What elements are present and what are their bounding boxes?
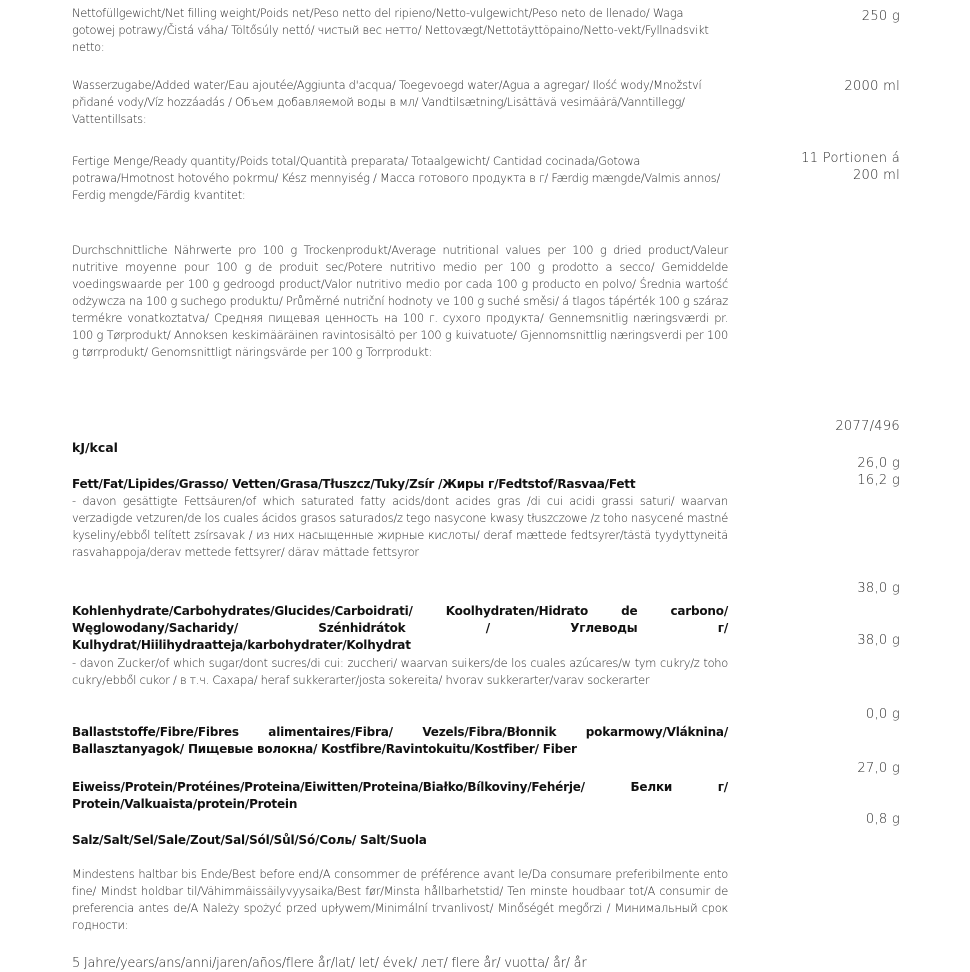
shelf-life-text: 5 Jahre/years/ans/anni/jaren/años/flere år/lat/ let/ évek/ лет/ flere år/ vuotta/ år/ år — [72, 956, 587, 971]
net-weight-label: Nettofüllgewicht/Net filling weight/Poids net/Peso netto del ripieno/Netto-vulgewicht/Peso neto de llenado/ Waga gotowej potrawy/Čistá váha/ Töltősúly nettó/ чистый вес нетто/ Nettovægt/Nettotäyttöpaino/Netto-vekt/Fyllnadsvikt netto: — [72, 6, 709, 54]
carbs-value: 38,0 g — [857, 581, 900, 596]
added-water-label: Wasserzugabe/Added water/Eau ajoutée/Aggiunta d'acqua/ Toegevoegd water/Agua a agregar/ Ilość wody/Množství přidané vody/Víz hozzáadás / Объем добавляемой воды в мл/ Vandtilsætning/Lisättävä vesimäärä/Vanntillegg/ Vattentillsats: — [72, 78, 702, 126]
added-water-value: 2000 ml — [844, 79, 900, 94]
net-weight-value: 250 g — [861, 9, 900, 24]
energy-value: 2077/496 — [835, 419, 900, 434]
ready-quantity-value-1: 11 Portionen á — [801, 151, 900, 166]
carbs-label: Kohlenhydrate/Carbohydrates/Glucides/Carboidrati/ Koolhydraten/Hidrato de carbono/ Węglowodany/Sacharidy/ Szénhidrátok / Углеводы г/ Kulhydrat/Hiilihydraatteja/karbohydrater/Kolhydrat — [72, 604, 728, 652]
nutrition-intro: Durchschnittliche Nährwerte pro 100 g Trockenprodukt/Average nutritional values per 100 g dried product/Valeur nutritive moyenne pour 100 g de produit sec/Potere nutritivo medio per 100 g prodotto a secco/ Gemiddelde voedingswaarde per 100 g gedroogd product/Valor nutritivo medio por cada 100 g producto en polvo/ Średnia wartość odżywcza na 100 g suchego produktu/ Průměrné nutriční hodnoty ve 100 g suché směsi/ á tlagos tápérték 100 g száraz termékre vonatkoztatva/ Средняя пищевая ценность на 100 г. сухого продукта/ Gennemsnitlig næringsværdi pr. 100 g Tørprodukt/ Annoksen keskimääräinen ravintosisältö per 100 g kuivatuote/ Gjennomsnittlig næringsverdi per 100 g tørrprodukt/ Genomsnittligt näringsvärde per 100 g Torrprodukt: — [72, 243, 728, 359]
salt-label: Salz/Salt/Sel/Sale/Zout/Sal/Sól/Sůl/Só/Соль/ Salt/Suola — [72, 833, 427, 847]
saturated-fat-label: - davon gesättigte Fettsäuren/of which saturated fatty acids/dont acides gras /di cui acidi grassi saturi/ waarvan verzadigde vetzuren/de los cuales ácidos grasos saturados/z tego nasycone kwasy tłuszczowe /z toho nasycené mastné kyseliny/ebből telített zsírsavak / из них насыщенные жирные кислоты/ deraf mættede fedtsyrer/tästä tyydyttyneitä rasvahappoja/derav mettede fettsyrer/ därav mättade fettsyror — [72, 494, 728, 559]
fibre-label: Ballaststoffe/Fibre/Fibres alimentaires/Fibra/ Vezels/Fibra/Błonnik pokarmowy/Vláknina/ Ballasztanyagok/ Пищевые волокна/ Kostfibre/Ravintokuitu/Kostfiber/ Fiber — [72, 725, 728, 756]
sugar-label: - davon Zucker/of which sugar/dont sucres/di cui: zuccheri/ waarvan suikers/de los cuales azúcares/w tym cukry/z toho cukry/ebből cukor / в т.ч. Сахара/ heraf sukkerarter/josta sokereita/ hvorav sukkerarter/varav sockerarter — [72, 656, 728, 687]
ready-quantity-label: Fertige Menge/Ready quantity/Poids total/Quantità preparata/ Totaalgewicht/ Cantidad cocinada/Gotowa potrawa/Hmotnost hotového pokrmu/ Kész mennyiség / Масса готового продукта в г/ Færdig mængde/Valmis annos/ Ferdig mengde/Färdig kvantitet: — [72, 154, 721, 202]
best-before-label: Mindestens haltbar bis Ende/Best before end/A consommer de préférence avant le/Da consumare preferibilmente ento fine/ Mindst holdbar til/Vähimmäissäilyvyysaika/Best før/Minsta hållbarhetstid/ Ten minste houdbaar tot/A consumir de preferencia antes de/A Należy spożyć przed upływem/Minimální trvanlivost/ Minőségét megőrzi / Минимальный срок годности: — [72, 867, 728, 932]
protein-value: 27,0 g — [857, 761, 900, 776]
sugar-value: 38,0 g — [857, 633, 900, 648]
energy-label: kJ/kcal — [72, 440, 118, 455]
fibre-value: 0,0 g — [865, 707, 900, 722]
saturated-fat-value: 16,2 g — [857, 473, 900, 488]
protein-label: Eiweiss/Protein/Protéines/Proteina/Eiwitten/Proteina/Białko/Bílkoviny/Fehérje/ Белки г/ Protein/Valkuaista/protein/Protein — [72, 780, 728, 811]
ready-quantity-value-2: 200 ml — [852, 168, 900, 183]
fat-value: 26,0 g — [857, 456, 900, 471]
salt-value: 0,8 g — [865, 812, 900, 827]
fat-label: Fett/Fat/Lipides/Grasso/ Vetten/Grasa/Tłuszcz/Tuky/Zsír /Жиры г/Fedtstof/Rasvaa/Fett — [72, 477, 636, 491]
